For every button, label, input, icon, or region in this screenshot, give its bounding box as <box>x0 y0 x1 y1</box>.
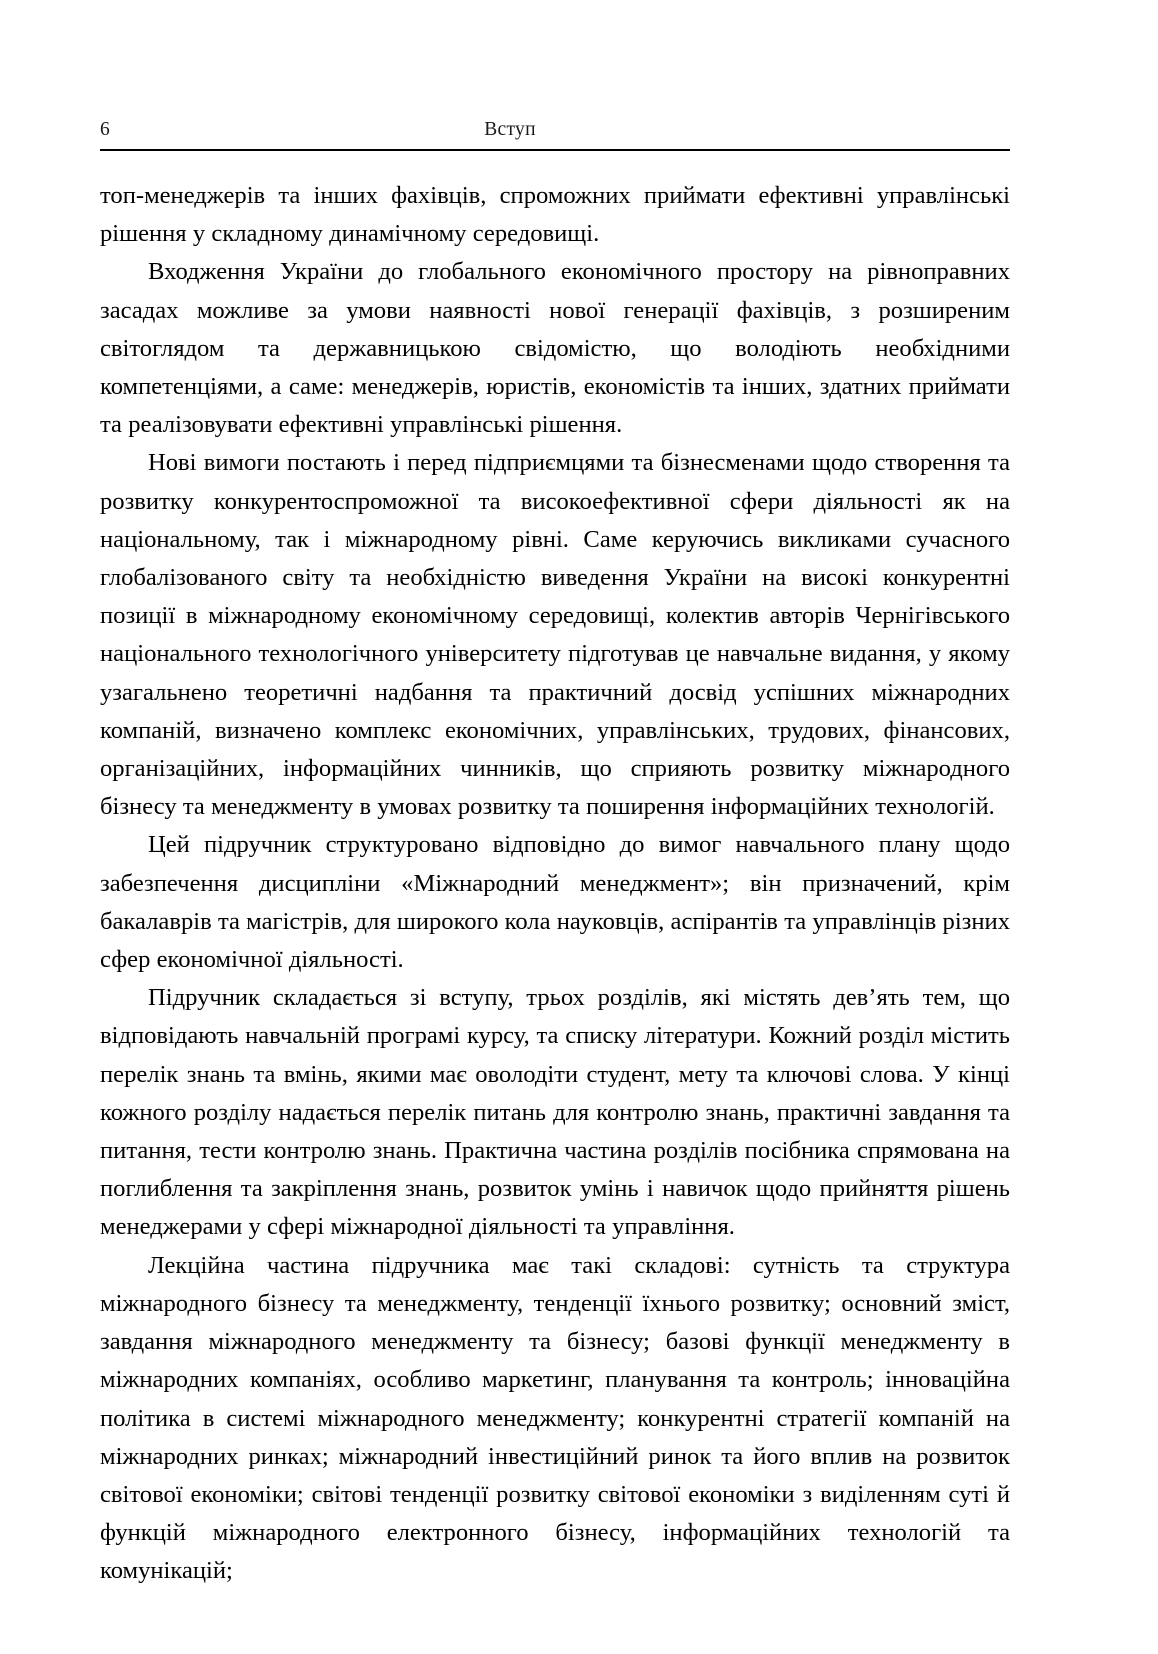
paragraph: Лекційна частина підручника має такі складові: сутність та структура міжнародного бізнесу та менеджменту, тенденції їхнього розвитку; основний зміст, завдання міжнародного менеджменту та бізнесу; базові функції менеджменту в міжнародних компаніях, особливо маркетинг, планування та контроль; інноваційна політика в системі міжнародного менеджменту; конкурентні стратегії компаній на міжнародних ринках; міжнародний інвестиційний ринок та його вплив на розвиток світової економіки; світові тенденції розвитку світової економіки з виділенням суті й функцій міжнародного електронного бізнесу, інформаційних технологій та комунікацій; <box>100 1251 1010 1585</box>
page-content-frame <box>100 112 1010 1591</box>
running-title: Вступ <box>484 119 536 140</box>
header-rule-divider <box>100 149 1010 151</box>
paragraph: топ-менеджерів та інших фахівців, спроможних приймати ефективні управлінські рішення у складному динамічному середовищі. <box>100 182 1010 248</box>
running-head <box>100 112 1010 148</box>
body-text <box>100 177 1010 1591</box>
page-number: 6 <box>100 119 110 140</box>
paragraph: Нові вимоги постають і перед підприємцями та бізнесменами щодо створення та розвитку конкурентоспроможної та високоефективної сфери діяльності як на національному, так і міжнародному рівні. Саме керуючись викликами сучасного глобалізованого світу та необхідністю виведення України на високі конкурентні позиції в міжнародному економічному середовищі, колектив авторів Чернігівського національного технологічного університету підготував це навчальне видання, у якому узагальнено теоретичні надбання та практичний досвід успішних міжнародних компаній, визначено комплекс економічних, управлінських, трудових, фінансових, організаційних, інформаційних чинників, що сприяють розвитку міжнародного бізнесу та менеджменту в умовах розвитку та поширення інформаційних технологій. <box>100 449 1010 821</box>
paragraph: Входження України до глобального економічного простору на рівноправних засадах можливе за умови наявності нової генерації фахівців, з розширеним світоглядом та державницькою свідомістю, що володіють необхідними компетенціями, а саме: менеджерів, юристів, економістів та інших, здатних приймати та реалізовувати ефективні управлінські рішення. <box>100 258 1010 439</box>
paragraph: Підручник складається зі вступу, трьох розділів, які містять дев’ять тем, що відповідають навчальній програмі курсу, та списку літератури. Кожний розділ містить перелік знань та вмінь, якими має оволодіти студент, мету та ключові слова. У кінці кожного розділу надається перелік питань для контролю знань, практичні завдання та питання, тести контролю знань. Практична частина розділів посібника спрямована на поглиблення та закріплення знань, розвиток умінь і навичок щодо прийняття рішень менеджерами у сфері міжнародної діяльності та управління. <box>100 984 1010 1241</box>
paragraph: Цей підручник структуровано відповідно до вимог навчального плану щодо забезпечення дисципліни «Міжнародний менеджмент»; він призначений, крім бакалаврів та магістрів, для широкого кола науковців, аспірантів та управлінців різних сфер економічної діяльності. <box>100 831 1010 974</box>
